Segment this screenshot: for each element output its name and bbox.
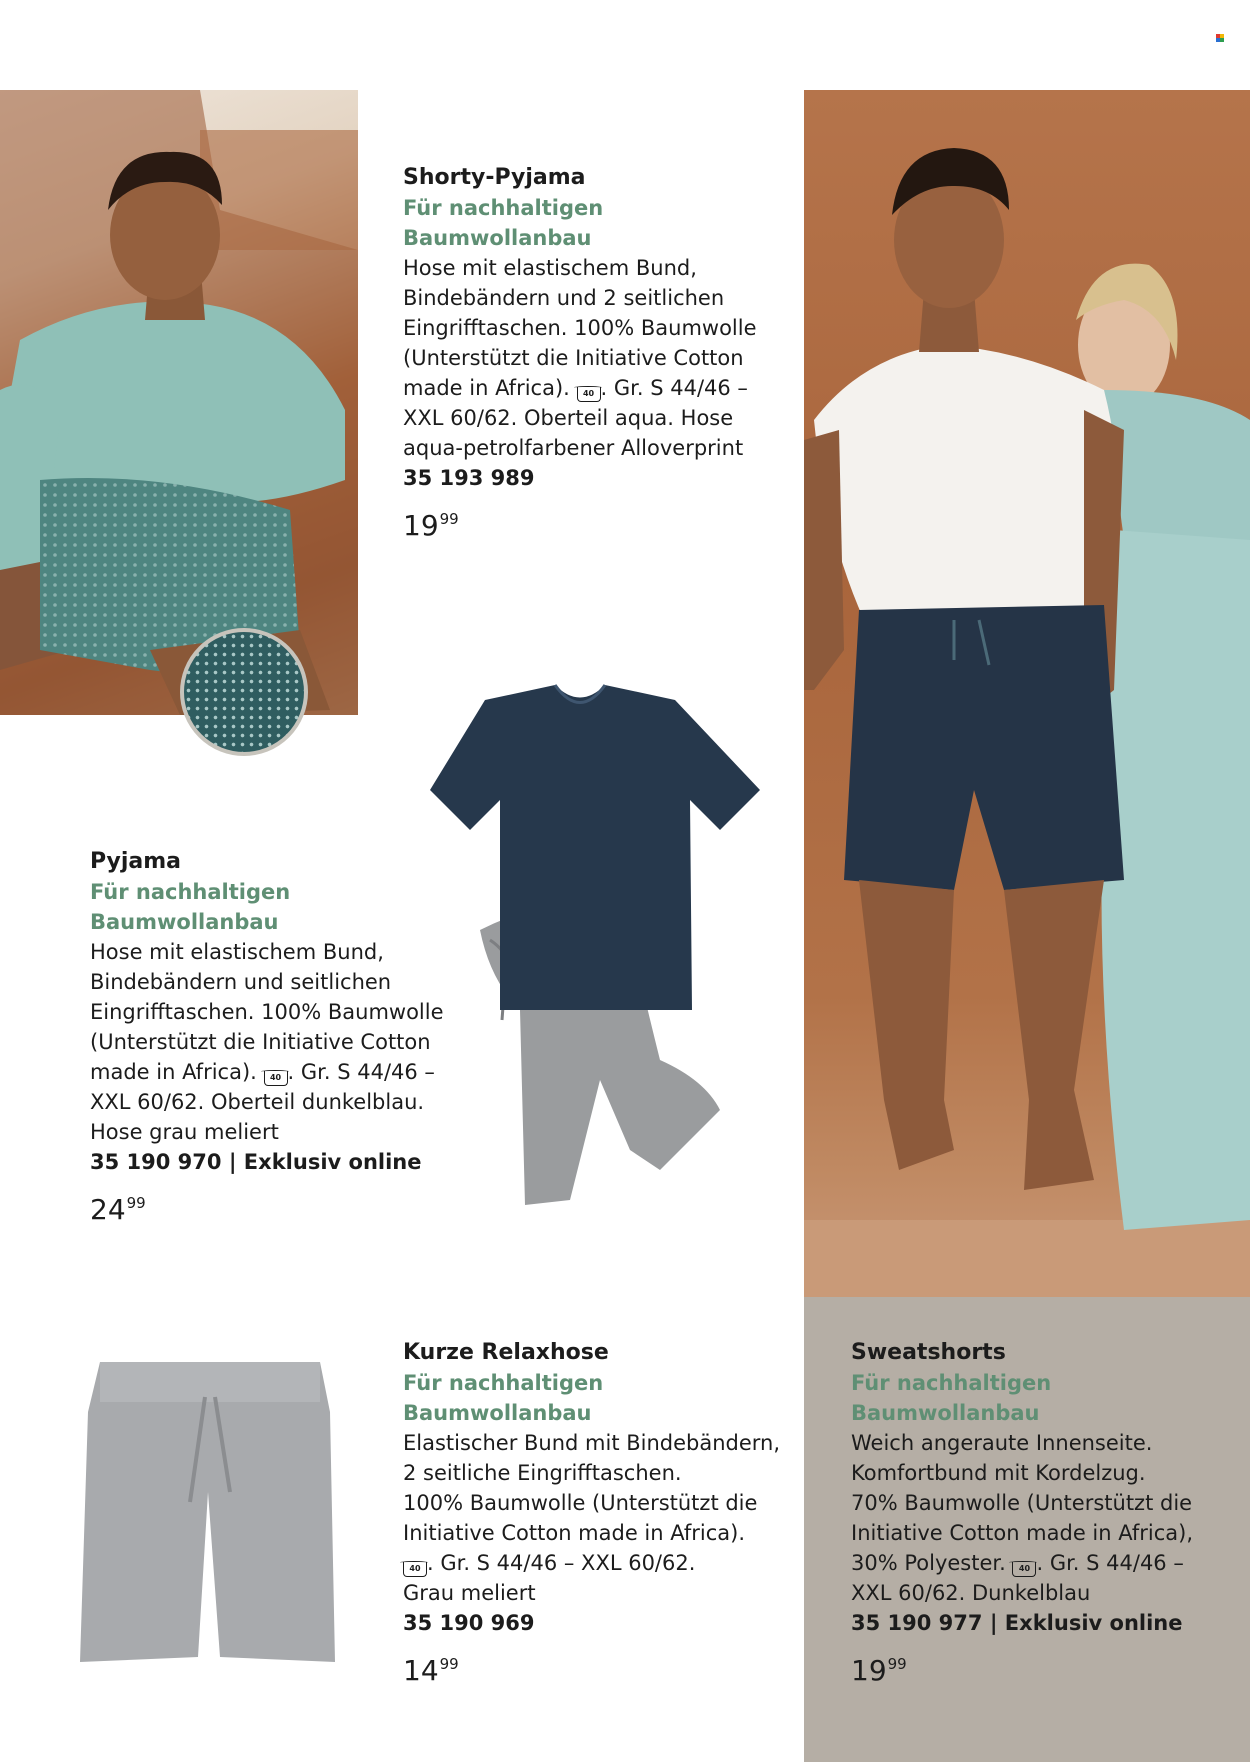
description-line — [403, 373, 783, 403]
fabric-swatch — [180, 628, 308, 756]
product-title: Sweatshorts — [851, 1340, 1006, 1365]
price-main: 19 — [403, 509, 439, 542]
wash-40-icon: 40 — [264, 1071, 288, 1086]
shorty-pyjama-photo — [0, 90, 358, 715]
sustainability-tagline: Für nachhaltigen — [851, 1371, 1052, 1395]
description-line: XXL 60/62. Oberteil dunkelblau. — [90, 1090, 425, 1114]
product-sweatshorts — [851, 1338, 1246, 1687]
sustainability-tagline: Baumwollanbau — [403, 226, 592, 250]
sustainability-tagline: Baumwollanbau — [403, 1401, 592, 1425]
description-line: XXL 60/62. Dunkelblau — [851, 1581, 1091, 1605]
price-cents: 99 — [887, 1655, 907, 1673]
relaxhose-product-image — [80, 1352, 340, 1672]
article-number: 35 190 977 | Exklusiv online — [851, 1611, 1183, 1635]
wash-40-icon: 40 — [1012, 1562, 1036, 1577]
description-line: Bindebändern und seitlichen — [90, 970, 392, 994]
description-line: 100% Baumwolle (Unterstützt die — [403, 1491, 758, 1515]
sustainability-tagline: Für nachhaltigen — [90, 880, 291, 904]
description-line: Initiative Cotton made in Africa), — [851, 1521, 1194, 1545]
wash-40-icon: 40 — [577, 387, 601, 402]
description-line: Eingrifftaschen. 100% Baumwolle — [90, 1000, 444, 1024]
description-text: 30% Polyester. — [851, 1551, 1006, 1575]
price — [90, 1187, 450, 1226]
description-text: . Gr. S 44/46 – XXL 60/62. — [427, 1551, 696, 1575]
sweatshorts-photo — [804, 90, 1250, 1297]
description-line: Hose mit elastischem Bund, — [90, 940, 384, 964]
product-title: Kurze Relaxhose — [403, 1340, 609, 1365]
price-main: 24 — [90, 1193, 126, 1226]
price-main: 14 — [403, 1654, 439, 1687]
product-pyjama — [90, 847, 450, 1226]
description-line: Eingrifftaschen. 100% Baumwolle — [403, 316, 757, 340]
description-line: XXL 60/62. Oberteil aqua. Hose — [403, 406, 734, 430]
description-line: Hose mit elastischem Bund, — [403, 256, 697, 280]
description-line: Weich angeraute Innenseite. — [851, 1431, 1153, 1455]
article-number: 35 190 970 | Exklusiv online — [90, 1150, 422, 1174]
price — [851, 1648, 1246, 1687]
product-shorty-pyjama — [403, 163, 783, 542]
price-cents: 99 — [439, 1655, 459, 1673]
product-title: Shorty-Pyjama — [403, 165, 586, 190]
price — [403, 1648, 793, 1687]
price-cents: 99 — [439, 510, 459, 528]
description-line: 2 seitliche Eingrifftaschen. — [403, 1461, 682, 1485]
product-title: Pyjama — [90, 849, 182, 874]
description-line: (Unterstützt die Initiative Cotton — [403, 346, 744, 370]
description-text: made in Africa). — [403, 376, 570, 400]
product-kurze-relaxhose — [403, 1338, 793, 1687]
description-line: Bindebändern und 2 seitlichen — [403, 286, 725, 310]
sustainability-tagline: Für nachhaltigen — [403, 1371, 604, 1395]
description-line: Grau meliert — [403, 1581, 536, 1605]
description-line: Elastischer Bund mit Bindebändern, — [403, 1431, 781, 1455]
description-line — [90, 1057, 450, 1087]
description-line — [851, 1548, 1246, 1578]
sustainability-tagline: Baumwollanbau — [90, 910, 279, 934]
price-cents: 99 — [126, 1194, 146, 1212]
price — [403, 503, 783, 542]
description-line: 70% Baumwolle (Unterstützt die — [851, 1491, 1193, 1515]
description-line: (Unterstützt die Initiative Cotton — [90, 1030, 431, 1054]
price-main: 19 — [851, 1654, 887, 1687]
description-text: . Gr. S 44/46 – — [1036, 1551, 1184, 1575]
description-text: . Gr. S 44/46 – — [287, 1060, 435, 1084]
description-line: Hose grau meliert — [90, 1120, 279, 1144]
description-line: Komfortbund mit Kordelzug. — [851, 1461, 1146, 1485]
sustainability-tagline: Für nachhaltigen — [403, 196, 604, 220]
description-line — [403, 1548, 793, 1578]
corner-logo-icon — [1216, 34, 1224, 42]
sustainability-tagline: Baumwollanbau — [851, 1401, 1040, 1425]
description-line: Initiative Cotton made in Africa). — [403, 1521, 746, 1545]
description-line: aqua-petrolfarbener Alloverprint — [403, 436, 744, 460]
article-number: 35 190 969 — [403, 1611, 535, 1635]
pyjama-product-image — [430, 680, 760, 1220]
description-text: . Gr. S 44/46 – — [600, 376, 748, 400]
article-number: 35 193 989 — [403, 466, 535, 490]
description-text: made in Africa). — [90, 1060, 257, 1084]
wash-40-icon: 40 — [403, 1562, 427, 1577]
